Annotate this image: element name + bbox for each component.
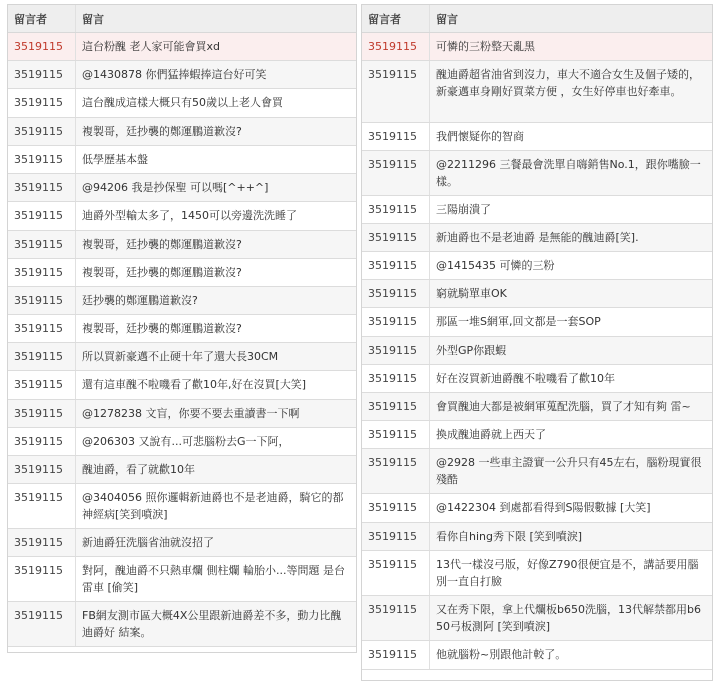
commenter-id[interactable]: 3519115 bbox=[362, 33, 430, 61]
table-row bbox=[8, 484, 356, 529]
comment-text: 醜迪爵，看了就歡10年 bbox=[76, 456, 357, 484]
comment-table-right bbox=[362, 5, 712, 670]
commenter-id[interactable]: 3519115 bbox=[8, 146, 76, 174]
comment-text: 複製哥，廷抄襲的鄭運鵬道歉沒? bbox=[76, 259, 357, 287]
commenter-id[interactable]: 3519115 bbox=[362, 308, 430, 337]
table-row bbox=[362, 494, 712, 523]
comment-text: @94206 我是抄保聖 可以嗎[^++^] bbox=[76, 174, 357, 202]
table-row bbox=[8, 259, 356, 287]
commenter-id[interactable]: 3519115 bbox=[8, 118, 76, 146]
commenter-id[interactable]: 3519115 bbox=[8, 231, 76, 259]
commenter-id[interactable]: 3519115 bbox=[362, 494, 430, 523]
commenter-id[interactable]: 3519115 bbox=[362, 596, 430, 641]
table-row bbox=[8, 89, 356, 118]
table-row bbox=[8, 602, 356, 647]
comment-text: 廷抄襲的鄭運鵬道歉沒? bbox=[76, 287, 357, 315]
table-row bbox=[8, 371, 356, 400]
table-row bbox=[8, 202, 356, 231]
commenter-id[interactable]: 3519115 bbox=[8, 557, 76, 602]
commenter-id[interactable]: 3519115 bbox=[8, 529, 76, 557]
comment-text: 三陽崩潰了 bbox=[430, 196, 713, 224]
commenter-id[interactable]: 3519115 bbox=[8, 202, 76, 231]
table-row bbox=[8, 557, 356, 602]
commenter-id[interactable]: 3519115 bbox=[8, 61, 76, 89]
commenter-id[interactable]: 3519115 bbox=[8, 33, 76, 61]
commenter-id[interactable]: 3519115 bbox=[8, 343, 76, 371]
commenter-id[interactable]: 3519115 bbox=[362, 523, 430, 551]
table-row bbox=[8, 146, 356, 174]
table-row bbox=[362, 337, 712, 365]
comment-panel-left bbox=[7, 4, 357, 653]
comment-text: 還有這車醜不啦嘰看了歡10年,好在沒買[大笑] bbox=[76, 371, 357, 400]
comment-text: 對阿，醜迪爵不只熱車爛 側柱爛 輪胎小...等問題 是台雷車 [偷笑] bbox=[76, 557, 357, 602]
table-row bbox=[8, 174, 356, 202]
commenter-id[interactable]: 3519115 bbox=[362, 252, 430, 280]
comment-text: 所以買新豪邁不止硬十年了還大長30CM bbox=[76, 343, 357, 371]
header-comment: 留言 bbox=[430, 5, 713, 33]
table-row bbox=[362, 421, 712, 449]
table-row bbox=[8, 33, 356, 61]
comment-text: 13代一樣沒弓版，好像Z790很便宜是不，講話要用腦別一直自打臉 bbox=[430, 551, 713, 596]
table-row bbox=[8, 400, 356, 428]
table-row bbox=[362, 523, 712, 551]
commenter-id[interactable]: 3519115 bbox=[362, 365, 430, 393]
comment-text: @2928 一些車主證實一公升只有45左右，腦粉現實很殘酷 bbox=[430, 449, 713, 494]
commenter-id[interactable]: 3519115 bbox=[362, 551, 430, 596]
commenter-id[interactable]: 3519115 bbox=[8, 287, 76, 315]
comment-text: 外型GP你跟蝦 bbox=[430, 337, 713, 365]
comment-text: 複製哥，廷抄襲的鄭運鵬道歉沒? bbox=[76, 315, 357, 343]
header-comment: 留言 bbox=[76, 5, 357, 33]
table-row bbox=[362, 33, 712, 61]
table-row bbox=[362, 196, 712, 224]
comment-text: @1278238 文盲，你要不要去重讀書一下啊 bbox=[76, 400, 357, 428]
comment-text: @2211296 三餐最會洗單自嗨銷售No.1，跟你嘴臉一樣。 bbox=[430, 151, 713, 196]
comment-text: 醜迪爵超省油省到沒力，車大不適合女生及個子矮的，新豪邁車身剛好買菜方便 ，女生好停車也好牽車。 bbox=[430, 61, 713, 123]
commenter-id[interactable]: 3519115 bbox=[8, 602, 76, 647]
comment-text: 複製哥，廷抄襲的鄭運鵬道歉沒? bbox=[76, 231, 357, 259]
table-row bbox=[8, 428, 356, 456]
comment-text: 會買醜迪大都是被網軍蒐配洗腦，買了才知有夠 雷~ bbox=[430, 393, 713, 421]
comment-text: 這台粉醜 老人家可能會買xd bbox=[76, 33, 357, 61]
table-row bbox=[8, 456, 356, 484]
comment-text: 又在秀下限，拿上代爛板b650洗腦，13代解禁都用b650弓板測阿 [笑到噴淚] bbox=[430, 596, 713, 641]
table-row bbox=[8, 529, 356, 557]
comment-text: 複製哥，廷抄襲的鄭運鵬道歉沒? bbox=[76, 118, 357, 146]
table-row bbox=[362, 365, 712, 393]
comment-text: 他就腦粉~別跟他計較了。 bbox=[430, 641, 713, 670]
commenter-id[interactable]: 3519115 bbox=[8, 315, 76, 343]
commenter-id[interactable]: 3519115 bbox=[8, 259, 76, 287]
comment-text: @1415435 可憐的三粉 bbox=[430, 252, 713, 280]
comment-text: @3404056 照你邏輯新迪爵也不是老迪爵，騎它的都神經病[笑到噴淚] bbox=[76, 484, 357, 529]
table-row bbox=[8, 118, 356, 146]
comment-text: @1422304 到處都看得到S陽假數據 [大笑] bbox=[430, 494, 713, 523]
table-row bbox=[362, 393, 712, 421]
table-row bbox=[8, 343, 356, 371]
table-row bbox=[362, 123, 712, 151]
table-row bbox=[362, 224, 712, 252]
comment-text: FB網友測市區大概4X公里跟新迪爵差不多，動力比醜迪爵好 結案。 bbox=[76, 602, 357, 647]
comment-text: 新迪爵狂洗腦省油就沒招了 bbox=[76, 529, 357, 557]
commenter-id[interactable]: 3519115 bbox=[8, 89, 76, 118]
header-user: 留言者 bbox=[8, 5, 76, 33]
commenter-id[interactable]: 3519115 bbox=[8, 400, 76, 428]
table-row bbox=[362, 61, 712, 123]
comment-text: 換成醜迪爵就上西天了 bbox=[430, 421, 713, 449]
table-row bbox=[362, 151, 712, 196]
comment-text: 低學歷基本盤 bbox=[76, 146, 357, 174]
commenter-id[interactable]: 3519115 bbox=[362, 196, 430, 224]
comment-text: 這台醜成這樣大概只有50歲以上老人會買 bbox=[76, 89, 357, 118]
commenter-id[interactable]: 3519115 bbox=[8, 456, 76, 484]
comment-text: @1430878 你們猛捧蝦捧這台好可笑 bbox=[76, 61, 357, 89]
table-row bbox=[362, 252, 712, 280]
comment-text: 窮就騎單車OK bbox=[430, 280, 713, 308]
comment-text: 新迪爵也不是老迪爵 是無能的醜迪爵[笑]. bbox=[430, 224, 713, 252]
commenter-id[interactable]: 3519115 bbox=[8, 174, 76, 202]
commenter-id[interactable]: 3519115 bbox=[362, 421, 430, 449]
commenter-id[interactable]: 3519115 bbox=[362, 224, 430, 252]
commenter-id[interactable]: 3519115 bbox=[362, 61, 430, 123]
comment-text: 可憐的三粉整天亂黑 bbox=[430, 33, 713, 61]
comment-table-left bbox=[8, 5, 356, 647]
table-row bbox=[362, 449, 712, 494]
table-row bbox=[362, 641, 712, 670]
commenter-id[interactable]: 3519115 bbox=[8, 371, 76, 400]
commenter-id[interactable]: 3519115 bbox=[362, 151, 430, 196]
commenter-id[interactable]: 3519115 bbox=[362, 123, 430, 151]
comment-text: 看你自hing秀下限 [笑到噴淚] bbox=[430, 523, 713, 551]
table-row bbox=[362, 551, 712, 596]
comment-text: 迪爵外型輸太多了，1450可以旁邊洗洗睡了 bbox=[76, 202, 357, 231]
comment-text: 好在沒買新迪爵醜不啦嘰看了歡10年 bbox=[430, 365, 713, 393]
table-row bbox=[8, 231, 356, 259]
table-row bbox=[362, 280, 712, 308]
commenter-id[interactable]: 3519115 bbox=[8, 428, 76, 456]
table-row bbox=[8, 61, 356, 89]
commenter-id[interactable]: 3519115 bbox=[362, 280, 430, 308]
header-user: 留言者 bbox=[362, 5, 430, 33]
commenter-id[interactable]: 3519115 bbox=[362, 641, 430, 670]
table-row bbox=[8, 287, 356, 315]
table-row bbox=[362, 308, 712, 337]
comment-panel-right bbox=[361, 4, 713, 681]
commenter-id[interactable]: 3519115 bbox=[362, 449, 430, 494]
table-row bbox=[362, 596, 712, 641]
comment-text: 我們懷疑你的智商 bbox=[430, 123, 713, 151]
commenter-id[interactable]: 3519115 bbox=[362, 393, 430, 421]
comment-text: 那區一堆S網軍,回文都是一套SOP bbox=[430, 308, 713, 337]
table-row bbox=[8, 315, 356, 343]
commenter-id[interactable]: 3519115 bbox=[362, 337, 430, 365]
comment-text: @206303 又說有...可悲腦粉去G一下阿， bbox=[76, 428, 357, 456]
commenter-id[interactable]: 3519115 bbox=[8, 484, 76, 529]
